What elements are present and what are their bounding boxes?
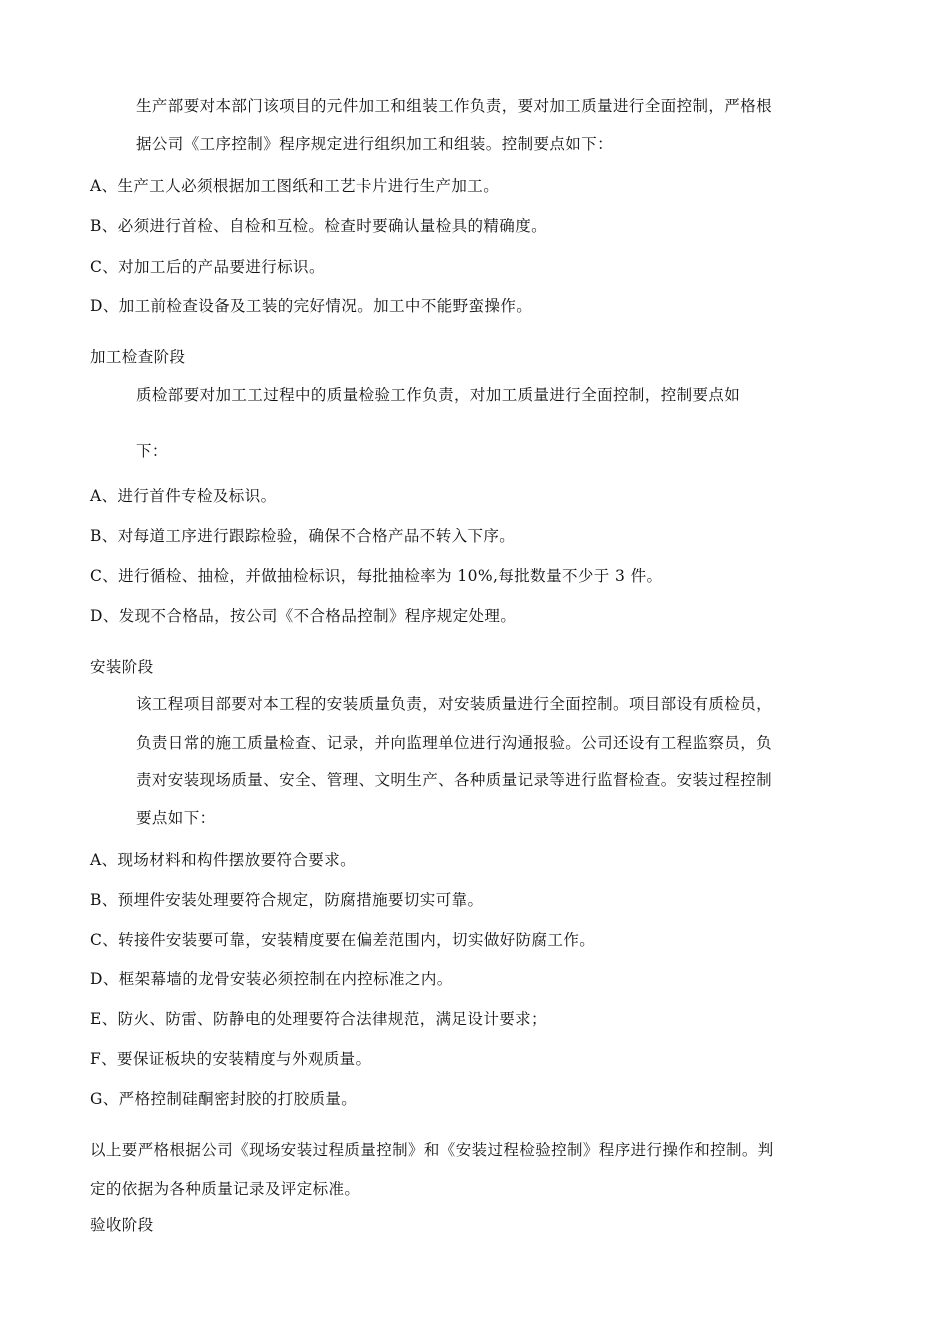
installation-item-f: F、要保证板块的安装精度与外观质量。 — [90, 1050, 372, 1068]
production-paragraph-line-1: 生产部要对本部门该项目的元件加工和组装工作负责，要对加工质量进行全面控制，严格根 — [136, 97, 773, 115]
inspection-paragraph-line-2: 下： — [136, 442, 168, 460]
inspection-item-a: A、进行首件专检及标识。 — [90, 487, 277, 505]
installation-item-d: D、框架幕墙的龙骨安装必须控制在内控标准之内。 — [90, 970, 453, 988]
installation-paragraph-line-4: 要点如下： — [136, 809, 216, 827]
production-paragraph-line-2: 据公司《工序控制》程序规定进行组织加工和组装。控制要点如下： — [136, 135, 614, 153]
installation-paragraph-line-1: 该工程项目部要对本工程的安装质量负责，对安装质量进行全面控制。项目部设有质检员， — [136, 695, 773, 713]
inspection-item-c: C、进行循检、抽检，并做抽检标识，每批抽检率为 10%,每批数量不少于 3 件。 — [90, 567, 663, 585]
installation-heading: 安装阶段 — [90, 658, 154, 676]
production-item-c: C、对加工后的产品要进行标识。 — [90, 258, 325, 276]
installation-item-e: E、防火、防雷、防静电的处理要符合法律规范，满足设计要求； — [90, 1010, 547, 1028]
installation-item-a: A、现场材料和构件摆放要符合要求。 — [90, 851, 356, 869]
inspection-item-b: B、对每道工序进行跟踪检验，确保不合格产品不转入下序。 — [90, 527, 516, 545]
production-item-d: D、加工前检查设备及工装的完好情况。加工中不能野蛮操作。 — [90, 297, 533, 315]
production-item-a: A、生产工人必须根据加工图纸和工艺卡片进行生产加工。 — [90, 177, 500, 195]
installation-paragraph-line-3: 责对安装现场质量、安全、管理、文明生产、各种质量记录等进行监督检查。安装过程控制 — [136, 771, 773, 789]
installation-item-c: C、转接件安装要可靠，安装精度要在偏差范围内，切实做好防腐工作。 — [90, 931, 596, 949]
installation-item-b: B、预埋件安装处理要符合规定，防腐措施要切实可靠。 — [90, 891, 484, 909]
production-item-b: B、必须进行首检、自检和互检。检查时要确认量检具的精确度。 — [90, 217, 547, 235]
installation-item-g: G、严格控制硅酮密封胶的打胶质量。 — [90, 1090, 358, 1108]
inspection-item-d: D、发现不合格品，按公司《不合格品控制》程序规定处理。 — [90, 607, 517, 625]
inspection-heading: 加工检查阶段 — [90, 348, 186, 366]
installation-summary-line-2: 定的依据为各种质量记录及评定标准。 — [90, 1180, 361, 1198]
inspection-paragraph-line-1: 质检部要对加工工过程中的质量检验工作负责，对加工质量进行全面控制，控制要点如 — [136, 386, 741, 404]
acceptance-heading: 验收阶段 — [90, 1216, 154, 1234]
installation-paragraph-line-2: 负责日常的施工质量检查、记录，并向监理单位进行沟通报验。公司还设有工程监察员，负 — [136, 734, 773, 752]
installation-summary-line-1: 以上要严格根据公司《现场安装过程质量控制》和《安装过程检验控制》程序进行操作和控制。判 — [90, 1141, 774, 1159]
